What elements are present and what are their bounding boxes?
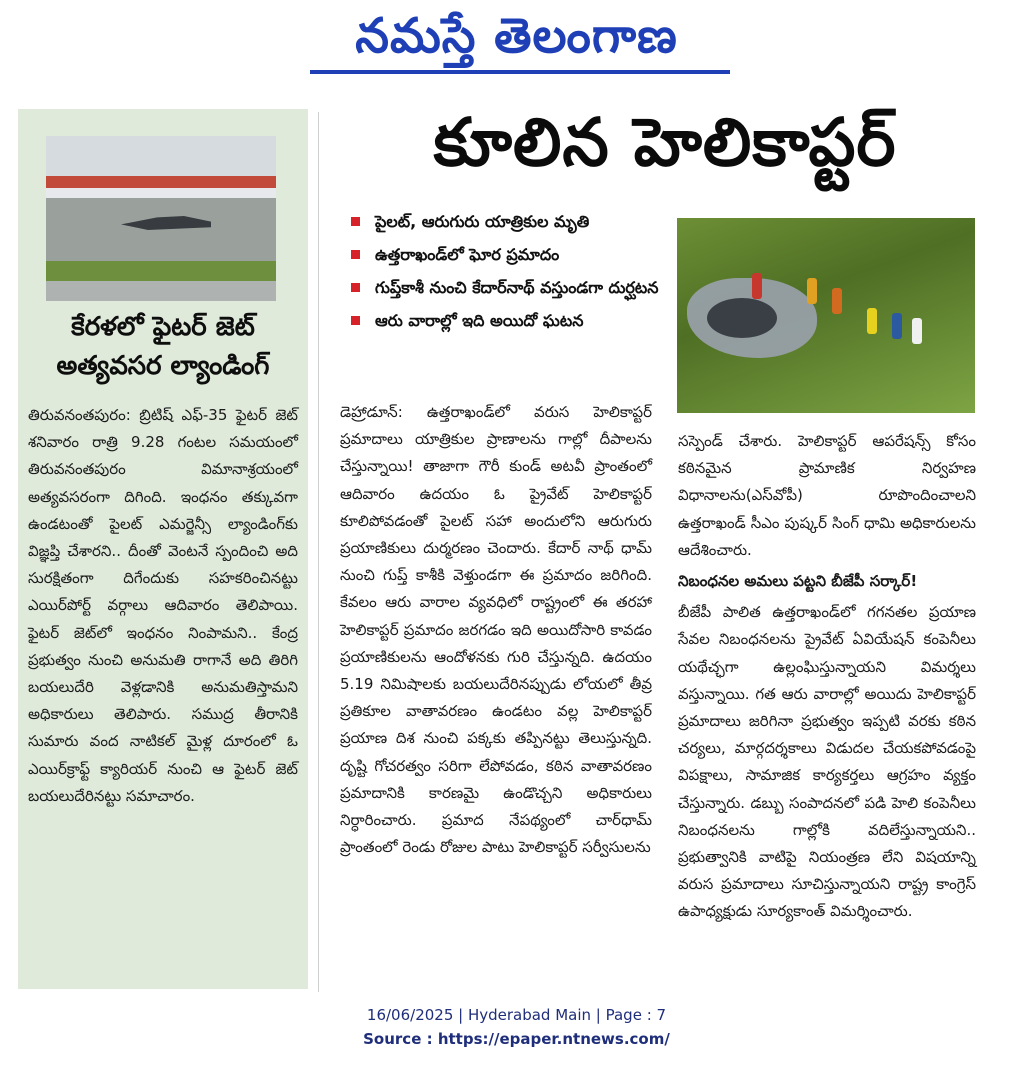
article-column-2 bbox=[678, 428, 976, 930]
footer-source-link[interactable]: Source : https://epaper.ntnews.com/ bbox=[363, 1030, 670, 1048]
sidebar-headline-line2: అత్యవసర ల్యాండింగ్ bbox=[56, 351, 270, 381]
column-divider bbox=[318, 112, 319, 992]
article-column-1: డెహ్రాడూన్: ఉత్తరాఖండ్‌లో వరుస హెలికాప్టర్ ప్రమాదాలు యాత్రికుల ప్రాణాలను గాల్లో దీపాలను చేస్తున్నాయి! తాజాగా గౌరీ కుండ్ అటవీ ప్రాంతంలో ఆదివారం ఉదయం ఓ ప్రైవేట్ హెలికాప్టర్ కూలిపోవడంతో పైలట్ సహా అందులోని ఆరుగురు ప్రయాణికులు దుర్మరణం చెందారు. కేదార్ నాథ్ ధామ్ నుంచి గుప్త్ కాశీకి వెళ్తుండగా ఈ ప్రమాదం జరిగింది. కేవలం ఆరు వారాల వ్యవధిలో రాష్ట్రంలో ఈ తరహా హెలికాప్టర్ ప్రమాదం జరగడం ఇది అయిదోసారి కావడం ప్రయాణికులను ఆందోళనకు గురి చేస్తున్నది. ఉదయం 5.19 నిమిషాలకు బయలుదేరినప్పుడు లోయలో తీవ్ర ప్రతికూల వాతావరణం ఉండటం వల్ల హెలికాప్టర్ ప్రయాణ దిశ నుంచి పక్కకు తప్పినట్టు తెలుస్తున్నది. దృష్టి గోచరత్వం సరిగా లేపోవడం, కఠిన వాతావరణం ప్రమాదానికి కారణమై ఉండొచ్చని అధికారులు నిర్ధారించారు. ప్రమాద నేపథ్యంలో చార్‌ధామ్ ప్రాంతంలో రెండు రోజుల పాటు హెలికాప్టర్ సర్వీసులను bbox=[340, 403, 652, 857]
bullet-square-icon bbox=[351, 316, 360, 325]
article-paragraph: బీజేపీ పాలిత ఉత్తరాఖండ్‌లో గగనతల ప్రయాణ సేవల నిబంధనలను ప్రైవేట్ ఏవియేషన్ కంపెనీలు యథేచ్ఛగా ఉల్లంఘిస్తున్నాయని విమర్శలు వస్తున్నాయి. గత ఆరు వారాల్లో అయిదు హెలికాప్టర్ ప్రమాదాలు జరిగినా ప్రభుత్వం ఇప్పటి వరకు కఠిన చర్యలు, మార్గదర్శకాలు విడుదల చేయకపోవడంపై విపక్షాలు, సామాజిక కార్యకర్తలు ఆగ్రహం వ్యక్తం చేస్తున్నారు. డబ్బు సంపాదనలో పడి హెలి కంపెనీలు నిబంధనలను గాల్లోకి వదిలేస్తున్నాయని.. ప్రభుత్వానికి వాటిపై నియంత్రణ లేని విషయాన్ని వరుస ప్రమాదాలు సూచిస్తున్నాయని రాష్ట్ర కాంగ్రెస్ ఉపాధ్యక్షుడు సూర్యకాంత్ విమర్శించారు. bbox=[678, 603, 976, 921]
fighter-jet-photo bbox=[46, 136, 276, 301]
article-subhead: నిబంధనల అమలు పట్టని బీజేపీ సర్కార్! bbox=[678, 572, 918, 591]
highlight-list bbox=[345, 205, 665, 337]
masthead: నమస్తే తెలంగాణ bbox=[355, 8, 678, 64]
highlight-item: పైలట్, ఆరుగురు యాత్రికుల మృతి bbox=[345, 205, 665, 238]
bullet-square-icon bbox=[351, 250, 360, 259]
sidebar-story bbox=[18, 109, 308, 989]
bullet-square-icon bbox=[351, 283, 360, 292]
bullet-square-icon bbox=[351, 217, 360, 226]
sidebar-body: తిరువనంతపురం: బ్రిటిష్ ఎఫ్-35 ఫైటర్ జెట్ శనివారం రాత్రి 9.28 గంటల సమయంలో తిరువనంతపురం విమానాశ్రయంలో అత్యవసరంగా దిగింది. ఇంధనం తక్కువగా ఉండటంతో పైలట్ ఎమర్జెన్సీ ల్యాండింగ్‌కు విజ్ఞప్తి చేశారని.. దీంతో వెంటనే స్పందించి అది సురక్షితంగా దిగేందుకు సహకరించినట్టు ఎయిర్‌పోర్ట్ వర్గాలు ఆదివారం తెలిపాయి. ఫైటర్ జెట్‌లో ఇంధనం నింపామని.. కేంద్ర ప్రభుత్వం నుంచి అనుమతి రాగానే అది తిరిగి బయలుదేరి వెళ్లడానికి అనుమతిస్తామని అధికారులు తెలిపారు. సముద్ర తీరానికి సుమారు వంద నాటికల్ మైళ్ల దూరంలో ఓ ఎయిర్‌క్రాఫ్ట్ క్యారియర్ నుంచి ఆ ఫైటర్ జెట్ బయలుదేరినట్టు సమాచారం. bbox=[28, 406, 298, 805]
masthead-rule bbox=[310, 70, 730, 74]
helicopter-crash-photo bbox=[677, 218, 975, 413]
footer-edition-info: 16/06/2025 | Hyderabad Main | Page : 7 bbox=[366, 1006, 667, 1024]
article-paragraph: సస్పెండ్ చేశారు. హెలికాప్టర్ ఆపరేషన్స్ కోసం కఠినమైన ప్రామాణిక నిర్వహణ విధానాలను(ఎస్‌వోపీ) రూపొందించాలని ఉత్తరాఖండ్ సీఎం పుష్కర్ సింగ్ ధామి అధికారులను ఆదేశించారు. bbox=[678, 432, 976, 559]
sidebar-headline-line1: కేరళలో ఫైటర్ జెట్ bbox=[71, 312, 255, 342]
highlight-item: ఉత్తరాఖండ్‌లో ఘోర ప్రమాదం bbox=[345, 238, 665, 271]
highlight-item: గుప్త్‌కాశీ నుంచి కేదార్‌నాథ్ వస్తుండగా దుర్ఘటన bbox=[345, 271, 665, 304]
highlight-item: ఆరు వారాల్లో ఇది అయిదో ఘటన bbox=[345, 304, 665, 337]
main-headline: కూలిన హెలికాప్టర్ bbox=[433, 104, 897, 181]
